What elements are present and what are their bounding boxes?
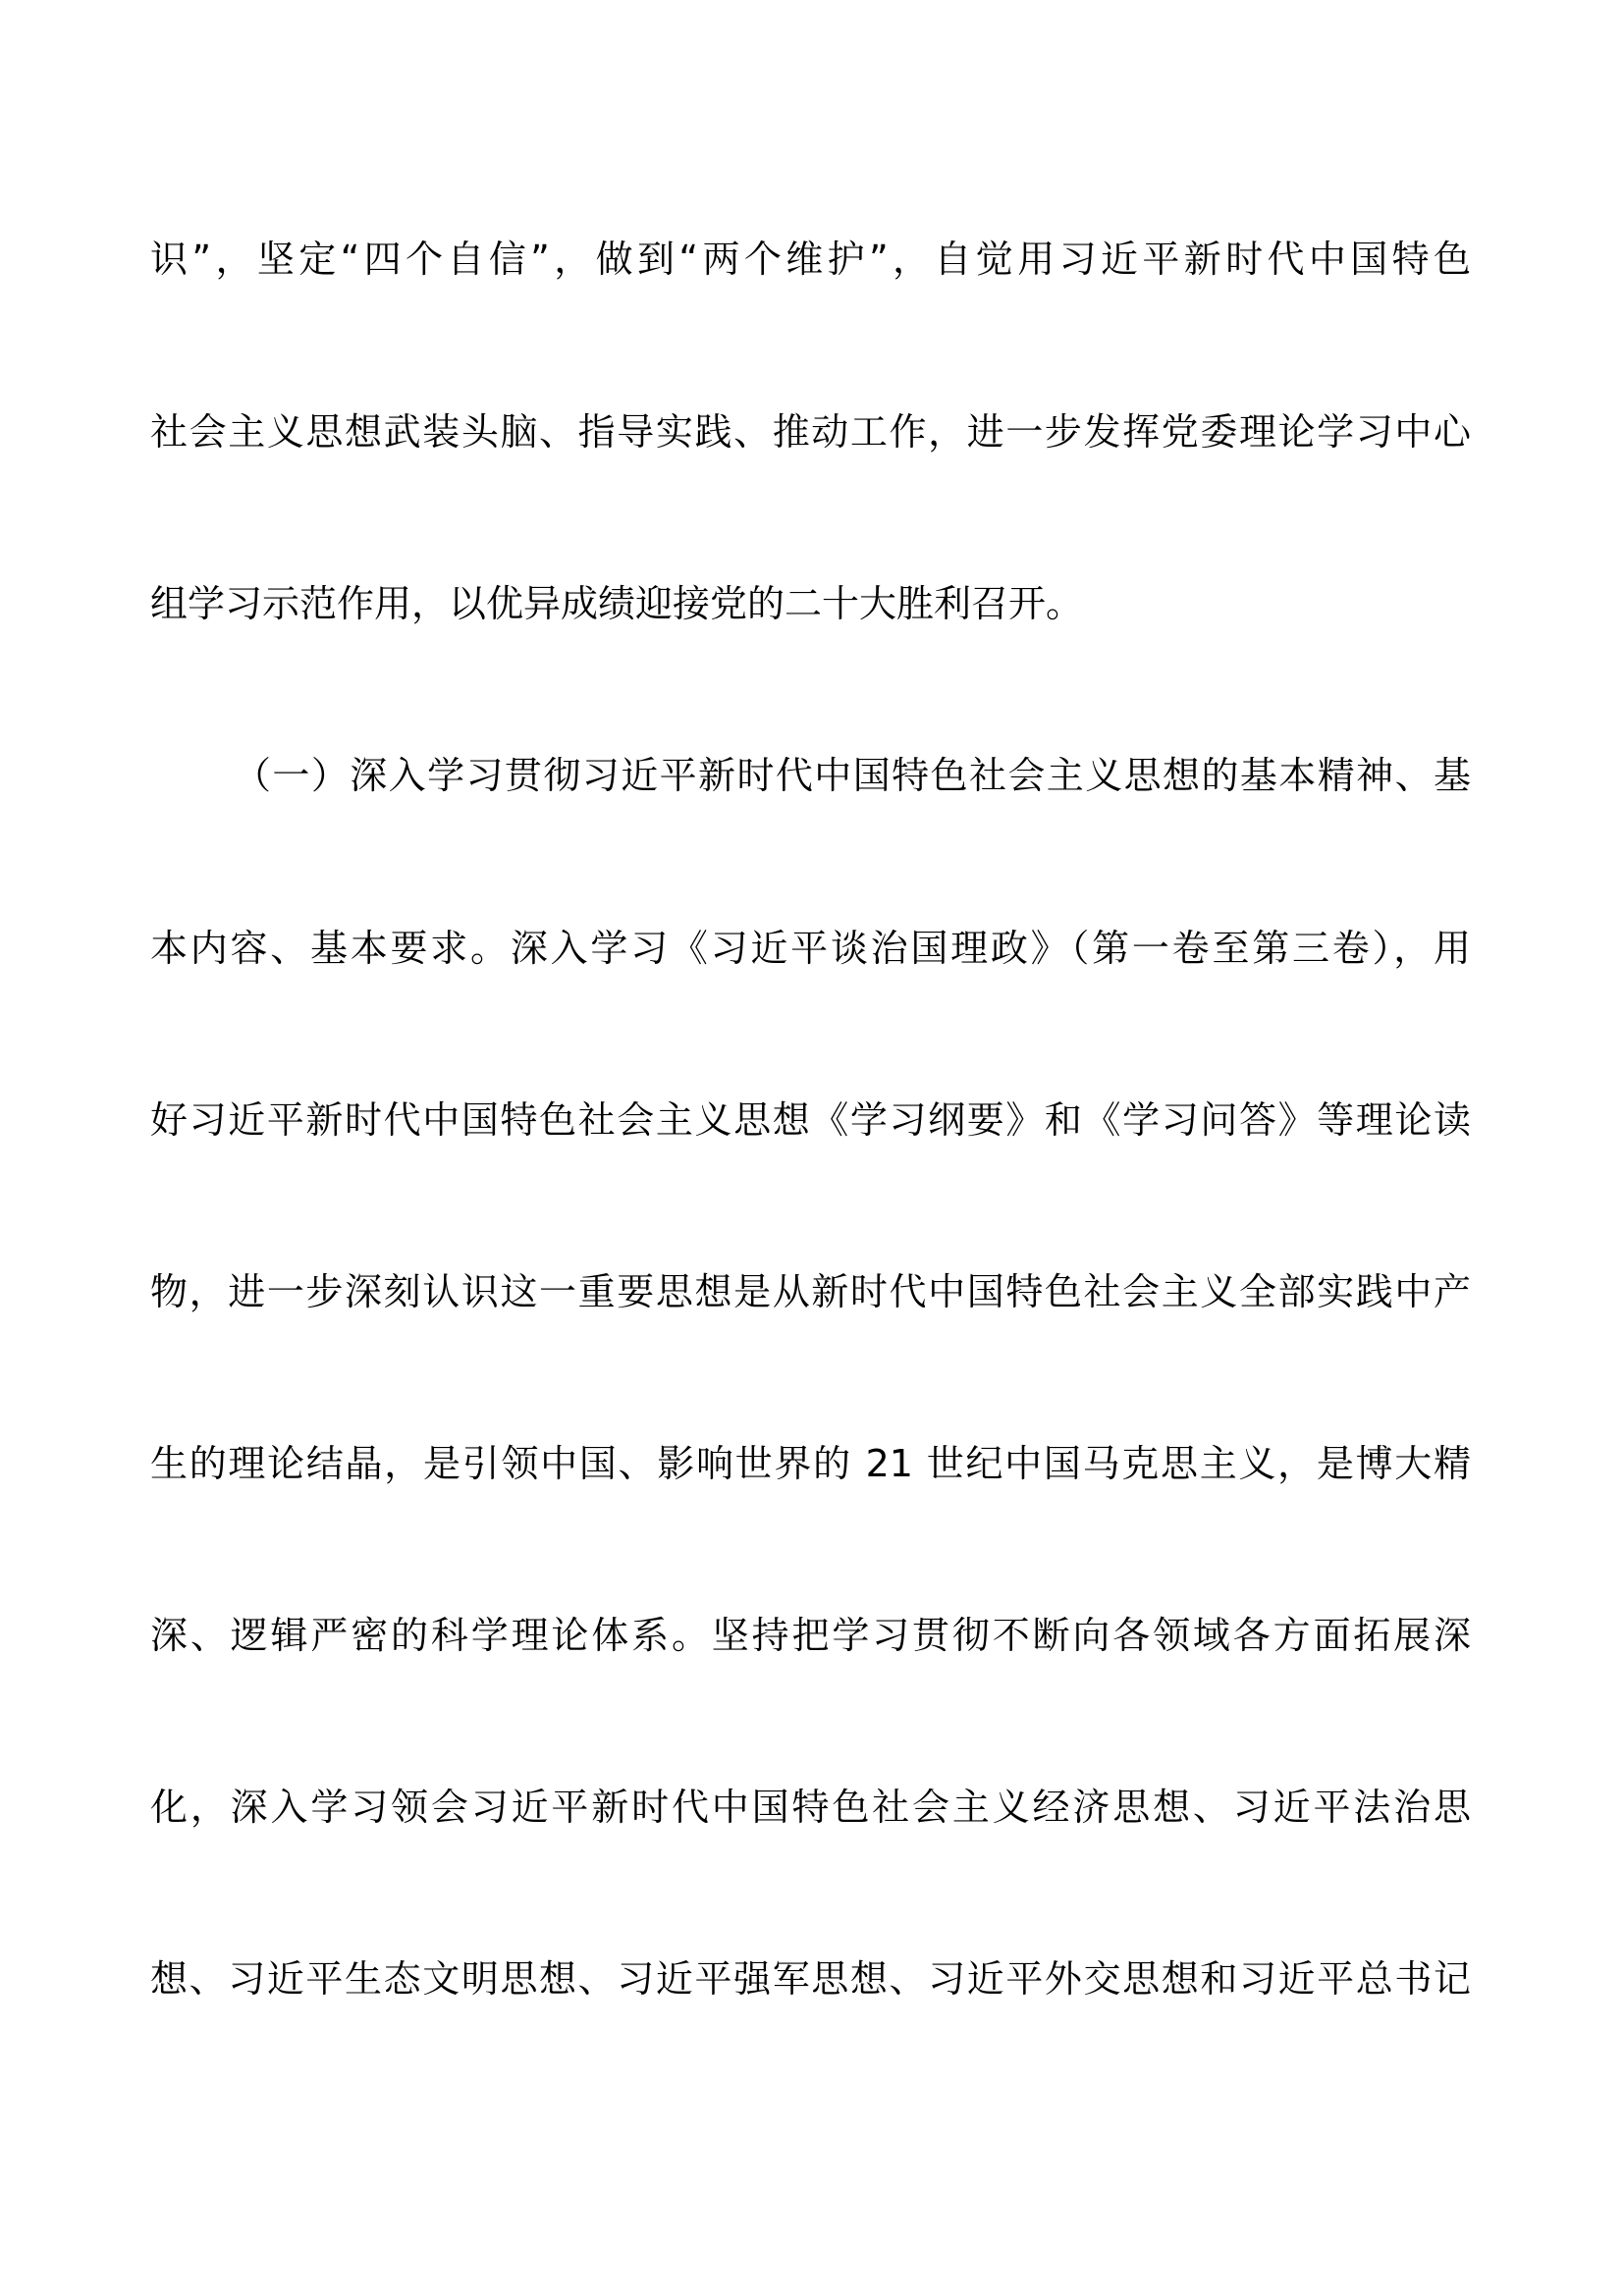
text-line-11: 想、习近平生态文明思想、习近平强军思想、习近平外交思想和习近平总书记 — [150, 1957, 1471, 2001]
text-line-6: 好习近平新时代中国特色社会主义思想《学习纲要》和《学习问答》等理论读 — [150, 1098, 1471, 1142]
section-heading-1: （一）深入学习贯彻习近平新时代中国特色社会主义思想的基本精神、基 — [234, 754, 1471, 797]
text-line-5: 本内容、基本要求。深入学习《习近平谈治国理政》（第一卷至第三卷），用 — [150, 927, 1471, 970]
text-line-8: 生的理论结晶，是引领中国、影响世界的 21 世纪中国马克思主义，是博大精 — [150, 1442, 1471, 1485]
text-line-7: 物，进一步深刻认识这一重要思想是从新时代中国特色社会主义全部实践中产 — [150, 1270, 1471, 1313]
text-line-2: 社会主义思想武装头脑、指导实践、推动工作，进一步发挥党委理论学习中心 — [150, 410, 1471, 454]
text-line-1: 识”，坚定“四个自信”，做到“两个维护”，自觉用习近平新时代中国特色 — [150, 238, 1471, 281]
text-line-3: 组学习示范作用，以优异成绩迎接党的二十大胜利召开。 — [150, 582, 1084, 625]
text-line-9: 深、逻辑严密的科学理论体系。坚持把学习贯彻不断向各领域各方面拓展深 — [150, 1614, 1471, 1657]
text-line-10: 化，深入学习领会习近平新时代中国特色社会主义经济思想、习近平法治思 — [150, 1786, 1471, 1829]
